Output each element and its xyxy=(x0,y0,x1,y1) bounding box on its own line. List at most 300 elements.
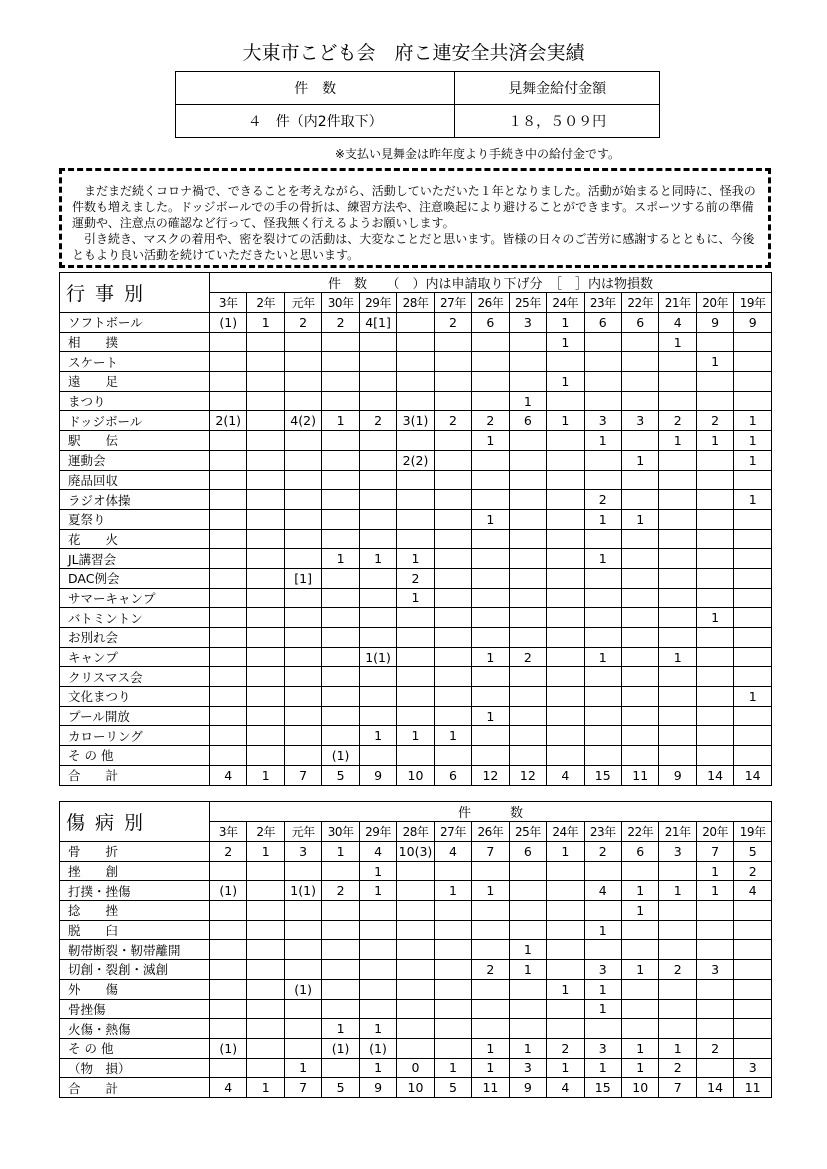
table-cell xyxy=(584,372,621,392)
table-cell: 3 xyxy=(284,842,321,862)
table-cell: 1 xyxy=(621,1058,658,1078)
table-cell: 3 xyxy=(584,960,621,980)
table-cell xyxy=(359,667,396,687)
total-cell: 14 xyxy=(734,765,772,785)
table-cell xyxy=(397,628,434,648)
year-header: 24年 xyxy=(547,293,584,313)
table-cell xyxy=(434,450,471,470)
table-cell: 2 xyxy=(509,647,546,667)
table-cell xyxy=(284,861,321,881)
table-cell xyxy=(659,667,696,687)
table-cell xyxy=(547,647,584,667)
table-cell xyxy=(584,332,621,352)
table-cell xyxy=(322,706,359,726)
table-cell xyxy=(322,588,359,608)
table-row xyxy=(60,431,772,451)
table-cell xyxy=(547,960,584,980)
table-cell xyxy=(547,352,584,372)
table-cell xyxy=(397,901,434,921)
table-row xyxy=(60,352,772,372)
table-cell: 2 xyxy=(472,960,509,980)
table-cell xyxy=(322,667,359,687)
row-label: 打撲・挫傷 xyxy=(60,881,210,901)
table-cell: 1 xyxy=(584,431,621,451)
table-cell xyxy=(734,372,772,392)
table-cell: 1 xyxy=(547,411,584,431)
table-cell xyxy=(210,568,247,588)
table-cell xyxy=(284,372,321,392)
year-header: 27年 xyxy=(434,822,471,842)
table-cell: 1 xyxy=(584,1058,621,1078)
table-cell: 6 xyxy=(621,842,658,862)
table-cell xyxy=(434,391,471,411)
table-cell xyxy=(547,999,584,1019)
table-cell xyxy=(284,999,321,1019)
table-cell: 1 xyxy=(397,549,434,569)
table-cell xyxy=(509,588,546,608)
table-cell xyxy=(509,431,546,451)
table-cell: 2 xyxy=(584,490,621,510)
table-cell: 1 xyxy=(359,1058,396,1078)
table-cell xyxy=(434,1038,471,1058)
table-cell xyxy=(696,450,733,470)
table-cell: 1 xyxy=(509,391,546,411)
row-label: まつり xyxy=(60,391,210,411)
row-label: 文化まつり xyxy=(60,687,210,707)
table-row xyxy=(60,920,772,940)
table-cell xyxy=(247,470,284,490)
table-cell xyxy=(247,1058,284,1078)
table-cell xyxy=(322,647,359,667)
row-label: サマーキャンプ xyxy=(60,588,210,608)
table-cell xyxy=(696,332,733,352)
table-cell xyxy=(322,861,359,881)
table-cell: 9 xyxy=(734,313,772,333)
table-cell xyxy=(247,1019,284,1039)
table-cell xyxy=(322,470,359,490)
row-label: スケート xyxy=(60,352,210,372)
table-cell xyxy=(359,687,396,707)
table-cell xyxy=(322,332,359,352)
table-cell xyxy=(696,628,733,648)
table-cell xyxy=(359,960,396,980)
table-cell xyxy=(509,979,546,999)
table-row xyxy=(60,628,772,648)
total-cell: 7 xyxy=(659,1078,696,1098)
table-cell xyxy=(247,450,284,470)
table-cell xyxy=(696,726,733,746)
table-cell xyxy=(621,549,658,569)
table-cell: 1 xyxy=(696,861,733,881)
table-cell xyxy=(659,450,696,470)
total-cell: 12 xyxy=(472,765,509,785)
table-cell: 2 xyxy=(434,411,471,431)
table-cell: 4 xyxy=(359,842,396,862)
table-cell xyxy=(210,470,247,490)
table-cell xyxy=(584,588,621,608)
injuries-caption: 件 数 xyxy=(210,802,772,822)
table-cell xyxy=(734,647,772,667)
year-header: 25年 xyxy=(509,293,546,313)
table-cell xyxy=(696,470,733,490)
total-cell: 6 xyxy=(434,765,471,785)
table-cell xyxy=(621,979,658,999)
row-label: 花 火 xyxy=(60,529,210,549)
table-cell xyxy=(659,746,696,766)
table-cell xyxy=(397,332,434,352)
table-row xyxy=(60,746,772,766)
table-cell: 1 xyxy=(621,1038,658,1058)
table-cell xyxy=(621,861,658,881)
table-cell xyxy=(621,920,658,940)
total-cell: 10 xyxy=(621,1078,658,1098)
table-cell xyxy=(397,509,434,529)
table-row xyxy=(60,1019,772,1039)
table-cell xyxy=(696,391,733,411)
table-cell: 1 xyxy=(247,842,284,862)
table-cell xyxy=(397,313,434,333)
table-cell xyxy=(621,431,658,451)
table-cell xyxy=(509,706,546,726)
table-cell: 1 xyxy=(434,726,471,746)
total-cell: 11 xyxy=(621,765,658,785)
table-cell xyxy=(734,509,772,529)
table-cell xyxy=(210,431,247,451)
table-cell: 6 xyxy=(509,411,546,431)
table-cell xyxy=(547,509,584,529)
table-cell: 1 xyxy=(621,450,658,470)
table-cell: 1 xyxy=(547,842,584,862)
table-row xyxy=(60,842,772,862)
year-header: 20年 xyxy=(696,293,733,313)
table-cell xyxy=(472,529,509,549)
table-row xyxy=(60,588,772,608)
table-cell xyxy=(247,372,284,392)
table-row xyxy=(60,313,772,333)
total-cell: 7 xyxy=(284,1078,321,1098)
table-cell xyxy=(397,667,434,687)
table-cell: 2 xyxy=(359,411,396,431)
table-cell: 6 xyxy=(472,313,509,333)
table-cell: 1 xyxy=(696,881,733,901)
table-cell xyxy=(434,667,471,687)
table-cell xyxy=(734,568,772,588)
table-cell xyxy=(359,940,396,960)
year-header: 19年 xyxy=(734,822,772,842)
table-cell xyxy=(584,726,621,746)
table-cell xyxy=(247,490,284,510)
table-cell xyxy=(397,431,434,451)
table-cell xyxy=(472,687,509,707)
table-cell: 2 xyxy=(472,411,509,431)
table-cell xyxy=(397,529,434,549)
table-cell xyxy=(284,960,321,980)
table-cell: 1 xyxy=(621,509,658,529)
table-cell xyxy=(359,746,396,766)
table-cell xyxy=(734,726,772,746)
table-cell xyxy=(210,667,247,687)
table-cell: (1) xyxy=(210,313,247,333)
table-cell: 3 xyxy=(509,1058,546,1078)
table-cell xyxy=(247,726,284,746)
table-cell xyxy=(359,979,396,999)
table-cell xyxy=(210,901,247,921)
year-header: 21年 xyxy=(659,293,696,313)
table-cell: 2 xyxy=(659,411,696,431)
table-cell: 1 xyxy=(547,332,584,352)
table-cell: 2(2) xyxy=(397,450,434,470)
table-cell xyxy=(434,999,471,1019)
table-cell xyxy=(659,588,696,608)
table-cell xyxy=(210,529,247,549)
table-cell xyxy=(210,687,247,707)
table-cell xyxy=(359,568,396,588)
table-cell xyxy=(696,490,733,510)
table-cell xyxy=(210,588,247,608)
table-cell xyxy=(509,509,546,529)
row-label: そ の 他 xyxy=(60,1038,210,1058)
table-cell xyxy=(509,470,546,490)
table-cell xyxy=(621,667,658,687)
table-cell: 1 xyxy=(322,411,359,431)
table-cell: 1 xyxy=(472,1058,509,1078)
table-cell xyxy=(284,706,321,726)
table-cell xyxy=(509,901,546,921)
table-cell xyxy=(434,372,471,392)
row-label: 廃品回収 xyxy=(60,470,210,490)
table-cell: 1 xyxy=(434,1058,471,1078)
table-cell xyxy=(509,1019,546,1039)
table-cell: 1 xyxy=(472,1038,509,1058)
table-cell: 1 xyxy=(359,1019,396,1039)
table-cell xyxy=(547,549,584,569)
table-cell xyxy=(322,920,359,940)
table-cell xyxy=(659,920,696,940)
total-cell: 9 xyxy=(359,765,396,785)
table-cell xyxy=(322,726,359,746)
table-cell: 1 xyxy=(621,901,658,921)
year-header: 3年 xyxy=(210,293,247,313)
table-cell xyxy=(322,391,359,411)
table-cell: 1 xyxy=(359,881,396,901)
table-cell xyxy=(284,391,321,411)
table-cell xyxy=(472,1019,509,1039)
table-cell xyxy=(434,647,471,667)
table-cell: 1 xyxy=(659,881,696,901)
message-box xyxy=(59,168,771,268)
table-cell: 2 xyxy=(659,960,696,980)
table-cell: 2 xyxy=(547,1038,584,1058)
table-cell: 10(3) xyxy=(397,842,434,862)
table-cell: 3(1) xyxy=(397,411,434,431)
table-cell: 1 xyxy=(472,706,509,726)
table-cell xyxy=(696,529,733,549)
table-cell xyxy=(509,999,546,1019)
table-row xyxy=(60,1058,772,1078)
table-cell xyxy=(547,529,584,549)
message-paragraph: まだまだ続くコロナ禍で、できることを考えながら、活動していただいた１年となりました。活動が始まると同時に、怪我の件数も増えました。ドッジボールでの手の骨折は、練習方法や、注意喚起により避けることができます。スポーツする前の準備運動や、注意点の確認など行って、怪我無く行えるようお願いします。 xyxy=(72,184,756,230)
table-cell xyxy=(397,746,434,766)
table-cell xyxy=(247,861,284,881)
table-cell xyxy=(284,529,321,549)
table-cell xyxy=(509,529,546,549)
table-cell: (1) xyxy=(359,1038,396,1058)
total-cell: 12 xyxy=(509,765,546,785)
table-cell xyxy=(472,920,509,940)
table-cell xyxy=(247,706,284,726)
table-cell xyxy=(547,608,584,628)
table-cell xyxy=(322,431,359,451)
table-cell xyxy=(434,861,471,881)
table-cell xyxy=(659,940,696,960)
table-cell xyxy=(696,549,733,569)
table-cell xyxy=(284,667,321,687)
table-cell xyxy=(621,999,658,1019)
table-cell: 1 xyxy=(659,431,696,451)
table-cell: 1 xyxy=(584,999,621,1019)
table-row xyxy=(60,901,772,921)
table-cell xyxy=(322,940,359,960)
table-cell xyxy=(322,999,359,1019)
table-row xyxy=(60,687,772,707)
table-cell xyxy=(359,901,396,921)
table-cell xyxy=(547,588,584,608)
summary-count-header: 件 数 xyxy=(176,72,455,105)
table-cell: 2 xyxy=(322,881,359,901)
row-label: 夏祭り xyxy=(60,509,210,529)
table-cell xyxy=(584,391,621,411)
row-label: ソフトボール xyxy=(60,313,210,333)
table-cell xyxy=(397,979,434,999)
table-cell xyxy=(659,470,696,490)
table-cell xyxy=(696,901,733,921)
table-cell xyxy=(547,450,584,470)
table-cell xyxy=(397,608,434,628)
table-cell xyxy=(659,726,696,746)
table-cell: 1 xyxy=(584,920,621,940)
table-cell xyxy=(509,920,546,940)
table-cell: 2(1) xyxy=(210,411,247,431)
table-cell xyxy=(397,920,434,940)
table-cell xyxy=(210,940,247,960)
total-cell: 1 xyxy=(247,1078,284,1098)
row-label: クリスマス会 xyxy=(60,667,210,687)
total-cell: 14 xyxy=(696,1078,733,1098)
table-cell xyxy=(397,470,434,490)
total-cell: 14 xyxy=(696,765,733,785)
table-cell xyxy=(434,901,471,921)
table-cell xyxy=(284,647,321,667)
row-label: 骨挫傷 xyxy=(60,999,210,1019)
table-cell: 1 xyxy=(584,549,621,569)
table-cell xyxy=(509,746,546,766)
table-cell xyxy=(210,372,247,392)
table-cell xyxy=(547,470,584,490)
table-cell xyxy=(659,628,696,648)
table-cell xyxy=(509,490,546,510)
row-label: 運動会 xyxy=(60,450,210,470)
table-cell xyxy=(247,608,284,628)
table-cell xyxy=(696,706,733,726)
table-cell: 2 xyxy=(322,313,359,333)
table-cell xyxy=(210,999,247,1019)
table-cell xyxy=(584,450,621,470)
table-cell xyxy=(584,470,621,490)
table-cell xyxy=(621,391,658,411)
table-cell: 9 xyxy=(696,313,733,333)
table-row xyxy=(60,470,772,490)
table-cell xyxy=(247,568,284,588)
table-cell xyxy=(359,588,396,608)
table-cell xyxy=(359,706,396,726)
table-cell xyxy=(584,529,621,549)
table-cell: 3 xyxy=(734,1058,772,1078)
year-header: 27年 xyxy=(434,293,471,313)
table-cell xyxy=(472,588,509,608)
table-cell: 1 xyxy=(322,842,359,862)
total-cell: 4 xyxy=(547,765,584,785)
table-cell xyxy=(472,746,509,766)
table-cell: 1 xyxy=(472,431,509,451)
table-cell: 1 xyxy=(734,490,772,510)
table-cell xyxy=(547,628,584,648)
table-cell xyxy=(509,352,546,372)
table-cell xyxy=(734,920,772,940)
table-cell xyxy=(397,687,434,707)
page-title: 大東市こども会 府こ連安全共済会実績 xyxy=(242,42,585,64)
year-header: 25年 xyxy=(509,822,546,842)
table-cell xyxy=(210,608,247,628)
table-cell xyxy=(210,332,247,352)
table-row xyxy=(60,529,772,549)
year-header: 21年 xyxy=(659,822,696,842)
table-cell xyxy=(359,332,396,352)
table-cell xyxy=(734,529,772,549)
table-cell xyxy=(584,568,621,588)
row-label: お別れ会 xyxy=(60,628,210,648)
table-cell: 1(1) xyxy=(359,647,396,667)
table-cell xyxy=(397,999,434,1019)
table-row xyxy=(60,999,772,1019)
table-cell xyxy=(359,608,396,628)
table-cell xyxy=(472,999,509,1019)
table-cell xyxy=(584,608,621,628)
table-cell: 7 xyxy=(696,842,733,862)
year-header: 20年 xyxy=(696,822,733,842)
table-cell xyxy=(472,726,509,746)
table-cell: [1] xyxy=(284,568,321,588)
table-cell xyxy=(322,372,359,392)
table-cell xyxy=(659,490,696,510)
table-cell xyxy=(434,529,471,549)
table-cell xyxy=(472,352,509,372)
table-cell xyxy=(322,352,359,372)
table-cell xyxy=(397,1038,434,1058)
table-cell xyxy=(621,568,658,588)
table-cell xyxy=(322,608,359,628)
table-cell xyxy=(322,450,359,470)
total-cell: 4 xyxy=(547,1078,584,1098)
table-cell xyxy=(397,647,434,667)
table-cell: 1 xyxy=(734,411,772,431)
table-cell xyxy=(509,332,546,352)
table-cell xyxy=(472,391,509,411)
table-cell xyxy=(359,470,396,490)
table-cell xyxy=(247,431,284,451)
total-cell: 5 xyxy=(322,1078,359,1098)
total-cell: 5 xyxy=(434,1078,471,1098)
table-cell xyxy=(621,706,658,726)
